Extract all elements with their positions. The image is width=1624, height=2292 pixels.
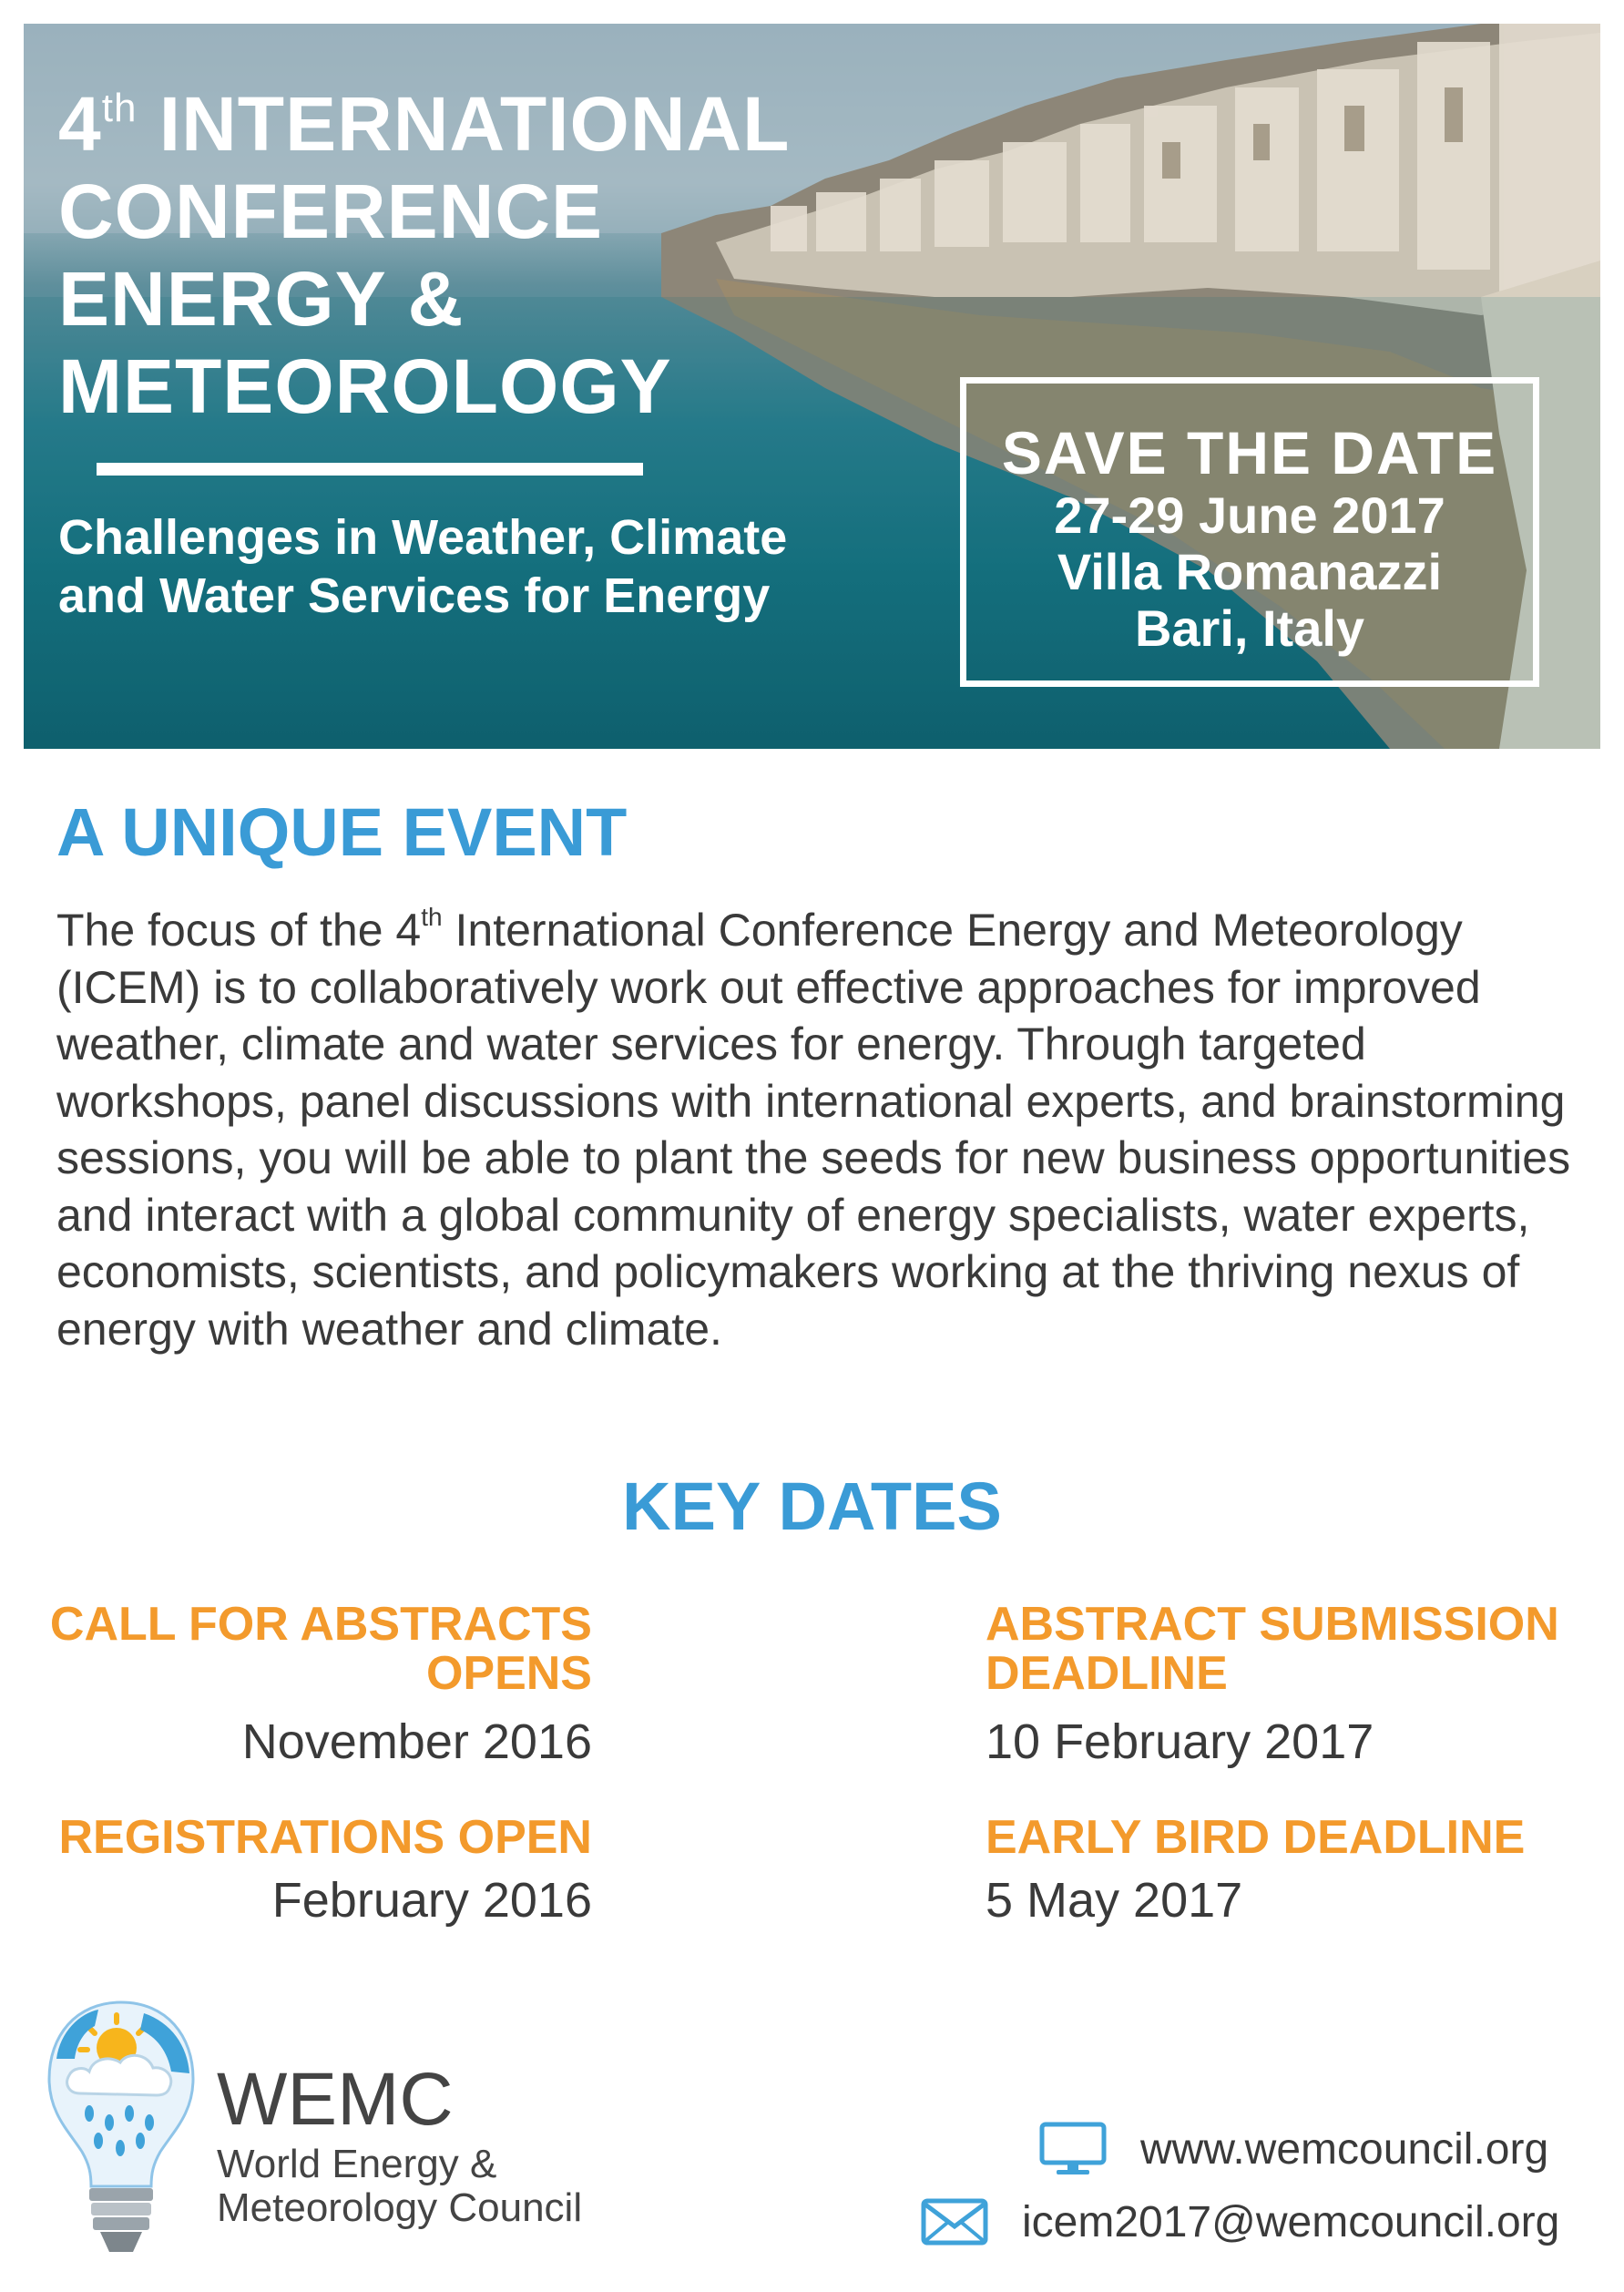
title-ordinal: 4 bbox=[58, 81, 102, 167]
title-line-3: ENERGY & bbox=[58, 256, 465, 342]
subtitle-line-2: and Water Services for Energy bbox=[58, 568, 771, 623]
key-date-label: ABSTRACT SUBMISSION bbox=[986, 1598, 1559, 1651]
event-description bbox=[56, 902, 1587, 1357]
save-the-date-heading: SAVE THE DATE bbox=[1001, 419, 1498, 486]
org-short-name: WEMC bbox=[217, 2058, 454, 2141]
description-ordinal-suffix: th bbox=[421, 903, 443, 931]
conference-title bbox=[58, 80, 951, 430]
key-date-value: February 2016 bbox=[271, 1873, 592, 1928]
key-date-label: EARLY BIRD DEADLINE bbox=[986, 1811, 1526, 1864]
hero-banner bbox=[24, 24, 1600, 749]
envelope-icon bbox=[920, 2194, 989, 2250]
key-date-label: CALL FOR ABSTRACTS bbox=[49, 1598, 592, 1651]
conference-subtitle bbox=[58, 508, 969, 625]
event-location: Bari, Italy bbox=[1134, 599, 1365, 657]
description-start: The focus of the 4 bbox=[56, 905, 422, 956]
key-date-label: DEADLINE bbox=[986, 1647, 1228, 1700]
key-date-abstract-deadline bbox=[986, 1600, 1624, 1771]
title-underline bbox=[97, 463, 643, 476]
event-dates: 27-29 June 2017 bbox=[1054, 486, 1445, 544]
email-link[interactable]: icem2017@wemcouncil.org bbox=[1022, 2197, 1560, 2246]
website-contact[interactable] bbox=[1038, 2121, 1548, 2177]
title-ordinal-suffix: th bbox=[101, 86, 138, 130]
key-date-label: REGISTRATIONS OPEN bbox=[58, 1811, 592, 1864]
title-line-4: METEOROLOGY bbox=[58, 343, 672, 429]
key-date-label: OPENS bbox=[425, 1647, 592, 1700]
save-the-date-box bbox=[960, 377, 1539, 687]
key-date-early-bird bbox=[986, 1813, 1624, 1929]
title-line-1: INTERNATIONAL bbox=[137, 81, 791, 167]
lightbulb-logo bbox=[44, 1995, 199, 2259]
subtitle-line-1: Challenges in Weather, Climate bbox=[58, 510, 788, 565]
key-date-value: 5 May 2017 bbox=[986, 1873, 1243, 1928]
event-venue: Villa Romanazzi bbox=[1057, 543, 1443, 600]
key-date-registrations bbox=[9, 1813, 592, 1929]
key-date-value: 10 February 2017 bbox=[986, 1714, 1374, 1769]
email-contact[interactable] bbox=[920, 2194, 1559, 2250]
description-rest: International Conference Energy and Meteorology (ICEM) is to collaboratively work out effective approaches for improved weather, climate and water services for energy. Through targeted workshops, panel discussions with international experts, and brainstorming sessions, you will be able to plant the seeds for new business opportunities and interact with a global community of energy specialists, water experts, economists, scientists, and policymakers working at the thriving nexus of energy with weather and climate. bbox=[56, 905, 1571, 1355]
org-name-line-1: World Energy & bbox=[217, 2142, 497, 2186]
org-name-line-2: Meteorology Council bbox=[217, 2185, 583, 2230]
unique-event-heading: A UNIQUE EVENT bbox=[56, 794, 628, 870]
title-line-2: CONFERENCE bbox=[58, 169, 604, 254]
key-date-value: November 2016 bbox=[241, 1714, 592, 1769]
monitor-icon bbox=[1038, 2121, 1108, 2177]
website-link[interactable]: www.wemcouncil.org bbox=[1140, 2124, 1549, 2174]
key-dates-heading: KEY DATES bbox=[622, 1468, 1002, 1544]
key-date-call-for-abstracts bbox=[9, 1600, 592, 1771]
org-full-name bbox=[217, 2143, 582, 2230]
